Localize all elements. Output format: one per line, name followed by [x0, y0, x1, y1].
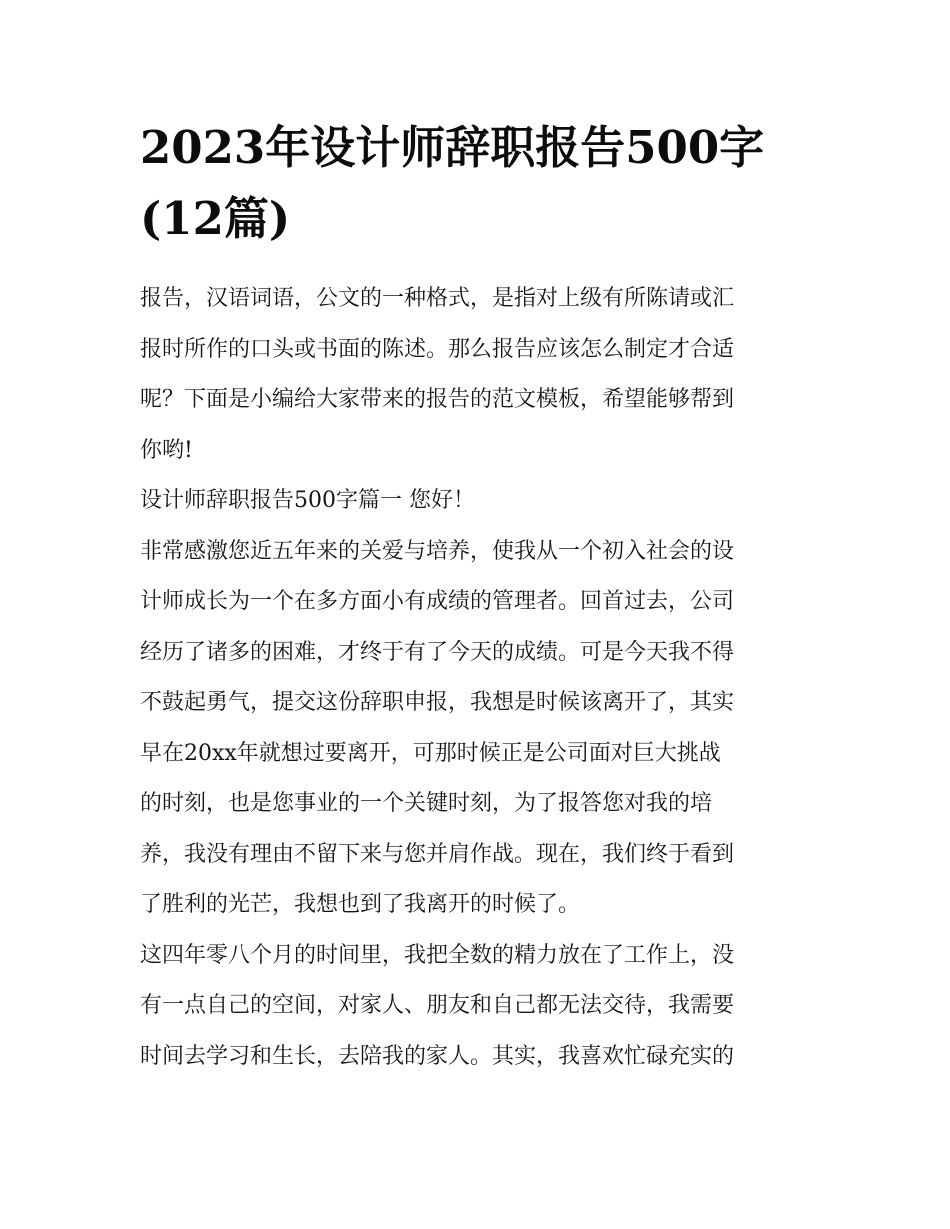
intro-line-2: 报时所作的口头或书面的陈述。那么报告应该怎么制定才合适: [140, 336, 735, 362]
paragraph-1-line-7: 养，我没有理由不留下来与您并肩作战。现在，我们终于看到: [140, 841, 735, 867]
title-line-2: (12篇): [140, 192, 291, 245]
paragraph-1-line-1: 非常感激您近五年来的关爱与培养，使我从一个初入社会的设: [140, 538, 735, 564]
document-page: [140, 112, 812, 1082]
paragraph-2-line-2: 有一点自己的空间，对家人、朋友和自己都无法交待，我需要: [140, 993, 735, 1018]
paragraph-1-line-2: 计师成长为一个在多方面小有成绩的管理者。回首过去，公司: [140, 589, 735, 614]
intro-paragraph: [140, 274, 812, 476]
title-line-1: 2023年设计师辞职报告500字: [140, 121, 765, 174]
paragraph-1-line-5: 早在20xx年就想过要离开，可那时候正是公司面对巨大挑战: [140, 740, 721, 766]
intro-line-1: 报告，汉语词语，公文的一种格式，是指对上级有所陈请或汇: [140, 286, 735, 311]
intro-line-3: 呢？下面是小编给大家带来的报告的范文模板，希望能够帮到: [140, 387, 735, 412]
paragraph-1-line-8: 了胜利的光芒，我想也到了我离开的时候了。: [140, 892, 581, 917]
paragraph-2-line-3: 时间去学习和生长，去陪我的家人。其实，我喜欢忙碌充实的: [140, 1043, 735, 1069]
paragraph-1-line-4: 不鼓起勇气，提交这份辞职申报，我想是时候该离开了，其实: [140, 690, 735, 715]
paragraph-1-line-6: 的时刻，也是您事业的一个关键时刻，为了报答您对我的培: [140, 791, 713, 816]
paragraph-1: [140, 527, 812, 931]
paragraph-2: [140, 931, 812, 1083]
section-heading-text: 设计师辞职报告500字篇一 您好！: [140, 488, 475, 513]
paragraph-1-line-3: 经历了诸多的困难，才终于有了今天的成绩。可是今天我不得: [140, 639, 735, 665]
section-heading: [140, 476, 812, 527]
intro-line-4: 你哟!: [140, 437, 193, 463]
paragraph-2-line-1: 这四年零八个月的时间里，我把全数的精力放在了工作上，没: [140, 942, 735, 968]
document-title: [140, 112, 812, 254]
document-body: [140, 274, 812, 1082]
